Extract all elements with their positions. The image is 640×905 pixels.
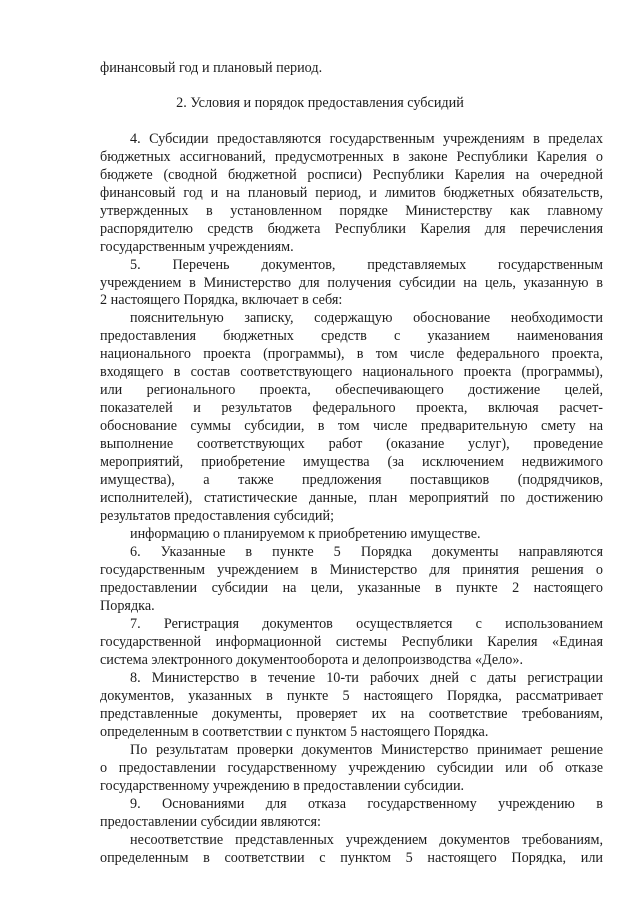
intro-line: финансовый год и плановый период.: [100, 60, 323, 76]
text-line: 6. Указанные в пункте 5 Порядка документы направляются: [130, 544, 603, 560]
text-line: или регионального проекта, обеспечивающего достижение целей,: [100, 382, 603, 398]
text-line: документов, указанных в пункте 5 настоящего Порядка, рассматривает: [100, 688, 603, 704]
text-line: национального проекта (программы), в том числе федерального проекта,: [100, 346, 603, 362]
text-line: бюджетных ассигнований, предусмотренных в законе Республики Карелия о: [100, 149, 603, 165]
text-line: государственным учреждением в Министерство для принятия решения о: [100, 562, 603, 578]
text-line: бюджете (сводной бюджетной росписи) Республики Карелия на очередной: [100, 167, 603, 183]
text-line: мероприятий, приобретение имущества (за исключением недвижимого: [100, 454, 603, 470]
text-line: определенным в соответствии с пунктом 5 настоящего Порядка.: [100, 724, 489, 740]
text-line: государственной информационной системы Республики Карелия «Единая: [100, 634, 603, 650]
text-line: государственному учреждению в предоставлении субсидии.: [100, 778, 465, 794]
text-line: 4. Субсидии предоставляются государственным учреждениям в пределах: [130, 131, 603, 147]
text-line: определенным в соответствии с пунктом 5 настоящего Порядка, или: [100, 850, 603, 866]
text-line: входящего в состав соответствующего национального проекта (программы),: [100, 364, 603, 380]
text-line: информацию о планируемом к приобретению имуществе.: [130, 526, 481, 542]
text-line: предоставления бюджетных средств с указанием наименования: [100, 328, 603, 344]
text-line: исполнителей), статистические данные, план мероприятий по достижению: [100, 490, 603, 506]
text-line: показателей и результатов федерального проекта, включая расчет-: [100, 400, 603, 416]
text-line: выполнение соответствующих работ (оказание услуг), проведение: [100, 436, 603, 452]
text-line: 8. Министерство в течение 10-ти рабочих дней с даты регистрации: [130, 670, 603, 686]
text-line: 7. Регистрация документов осуществляется с использованием: [130, 616, 603, 632]
text-line: результатов предоставления субсидий;: [100, 508, 335, 524]
section-heading: 2. Условия и порядок предоставления субсидий: [176, 95, 464, 111]
text-line: По результатам проверки документов Министерство принимает решение: [130, 742, 603, 758]
text-line: представленные документы, проверяет их на соответствие требованиям,: [100, 706, 603, 722]
text-line: 2 настоящего Порядка, включает в себя:: [100, 292, 343, 308]
text-line: Порядка.: [100, 598, 155, 614]
text-line: имущества), а также предложения поставщиков (подрядчиков,: [100, 472, 603, 488]
text-line: обоснование суммы субсидии, в том числе предварительную смету на: [100, 418, 603, 434]
text-line: 9. Основаниями для отказа государственному учреждению в: [130, 796, 603, 812]
text-line: государственным учреждениям.: [100, 239, 294, 255]
text-line: утвержденных в установленном порядке Министерству как главному: [100, 203, 603, 219]
text-line: учреждением в Министерство для получения субсидии на цель, указанную в: [100, 275, 603, 291]
text-line: система электронного документооборота и делопроизводства «Дело».: [100, 652, 523, 668]
text-line: несоответствие представленных учреждением документов требованиям,: [130, 832, 603, 848]
text-line: предоставлении субсидии на цели, указанные в пункте 2 настоящего: [100, 580, 603, 596]
text-line: распорядителю средств бюджета Республики Карелия для перечисления: [100, 221, 603, 237]
text-line: финансовый год и на плановый период, и лимитов бюджетных обязательств,: [100, 185, 603, 201]
text-line: пояснительную записку, содержащую обоснование необходимости: [130, 310, 603, 326]
text-line: 5. Перечень документов, представляемых государственным: [130, 257, 603, 273]
text-line: предоставлении субсидии являются:: [100, 814, 321, 830]
text-line: о предоставлении государственному учреждению субсидии или об отказе: [100, 760, 603, 776]
